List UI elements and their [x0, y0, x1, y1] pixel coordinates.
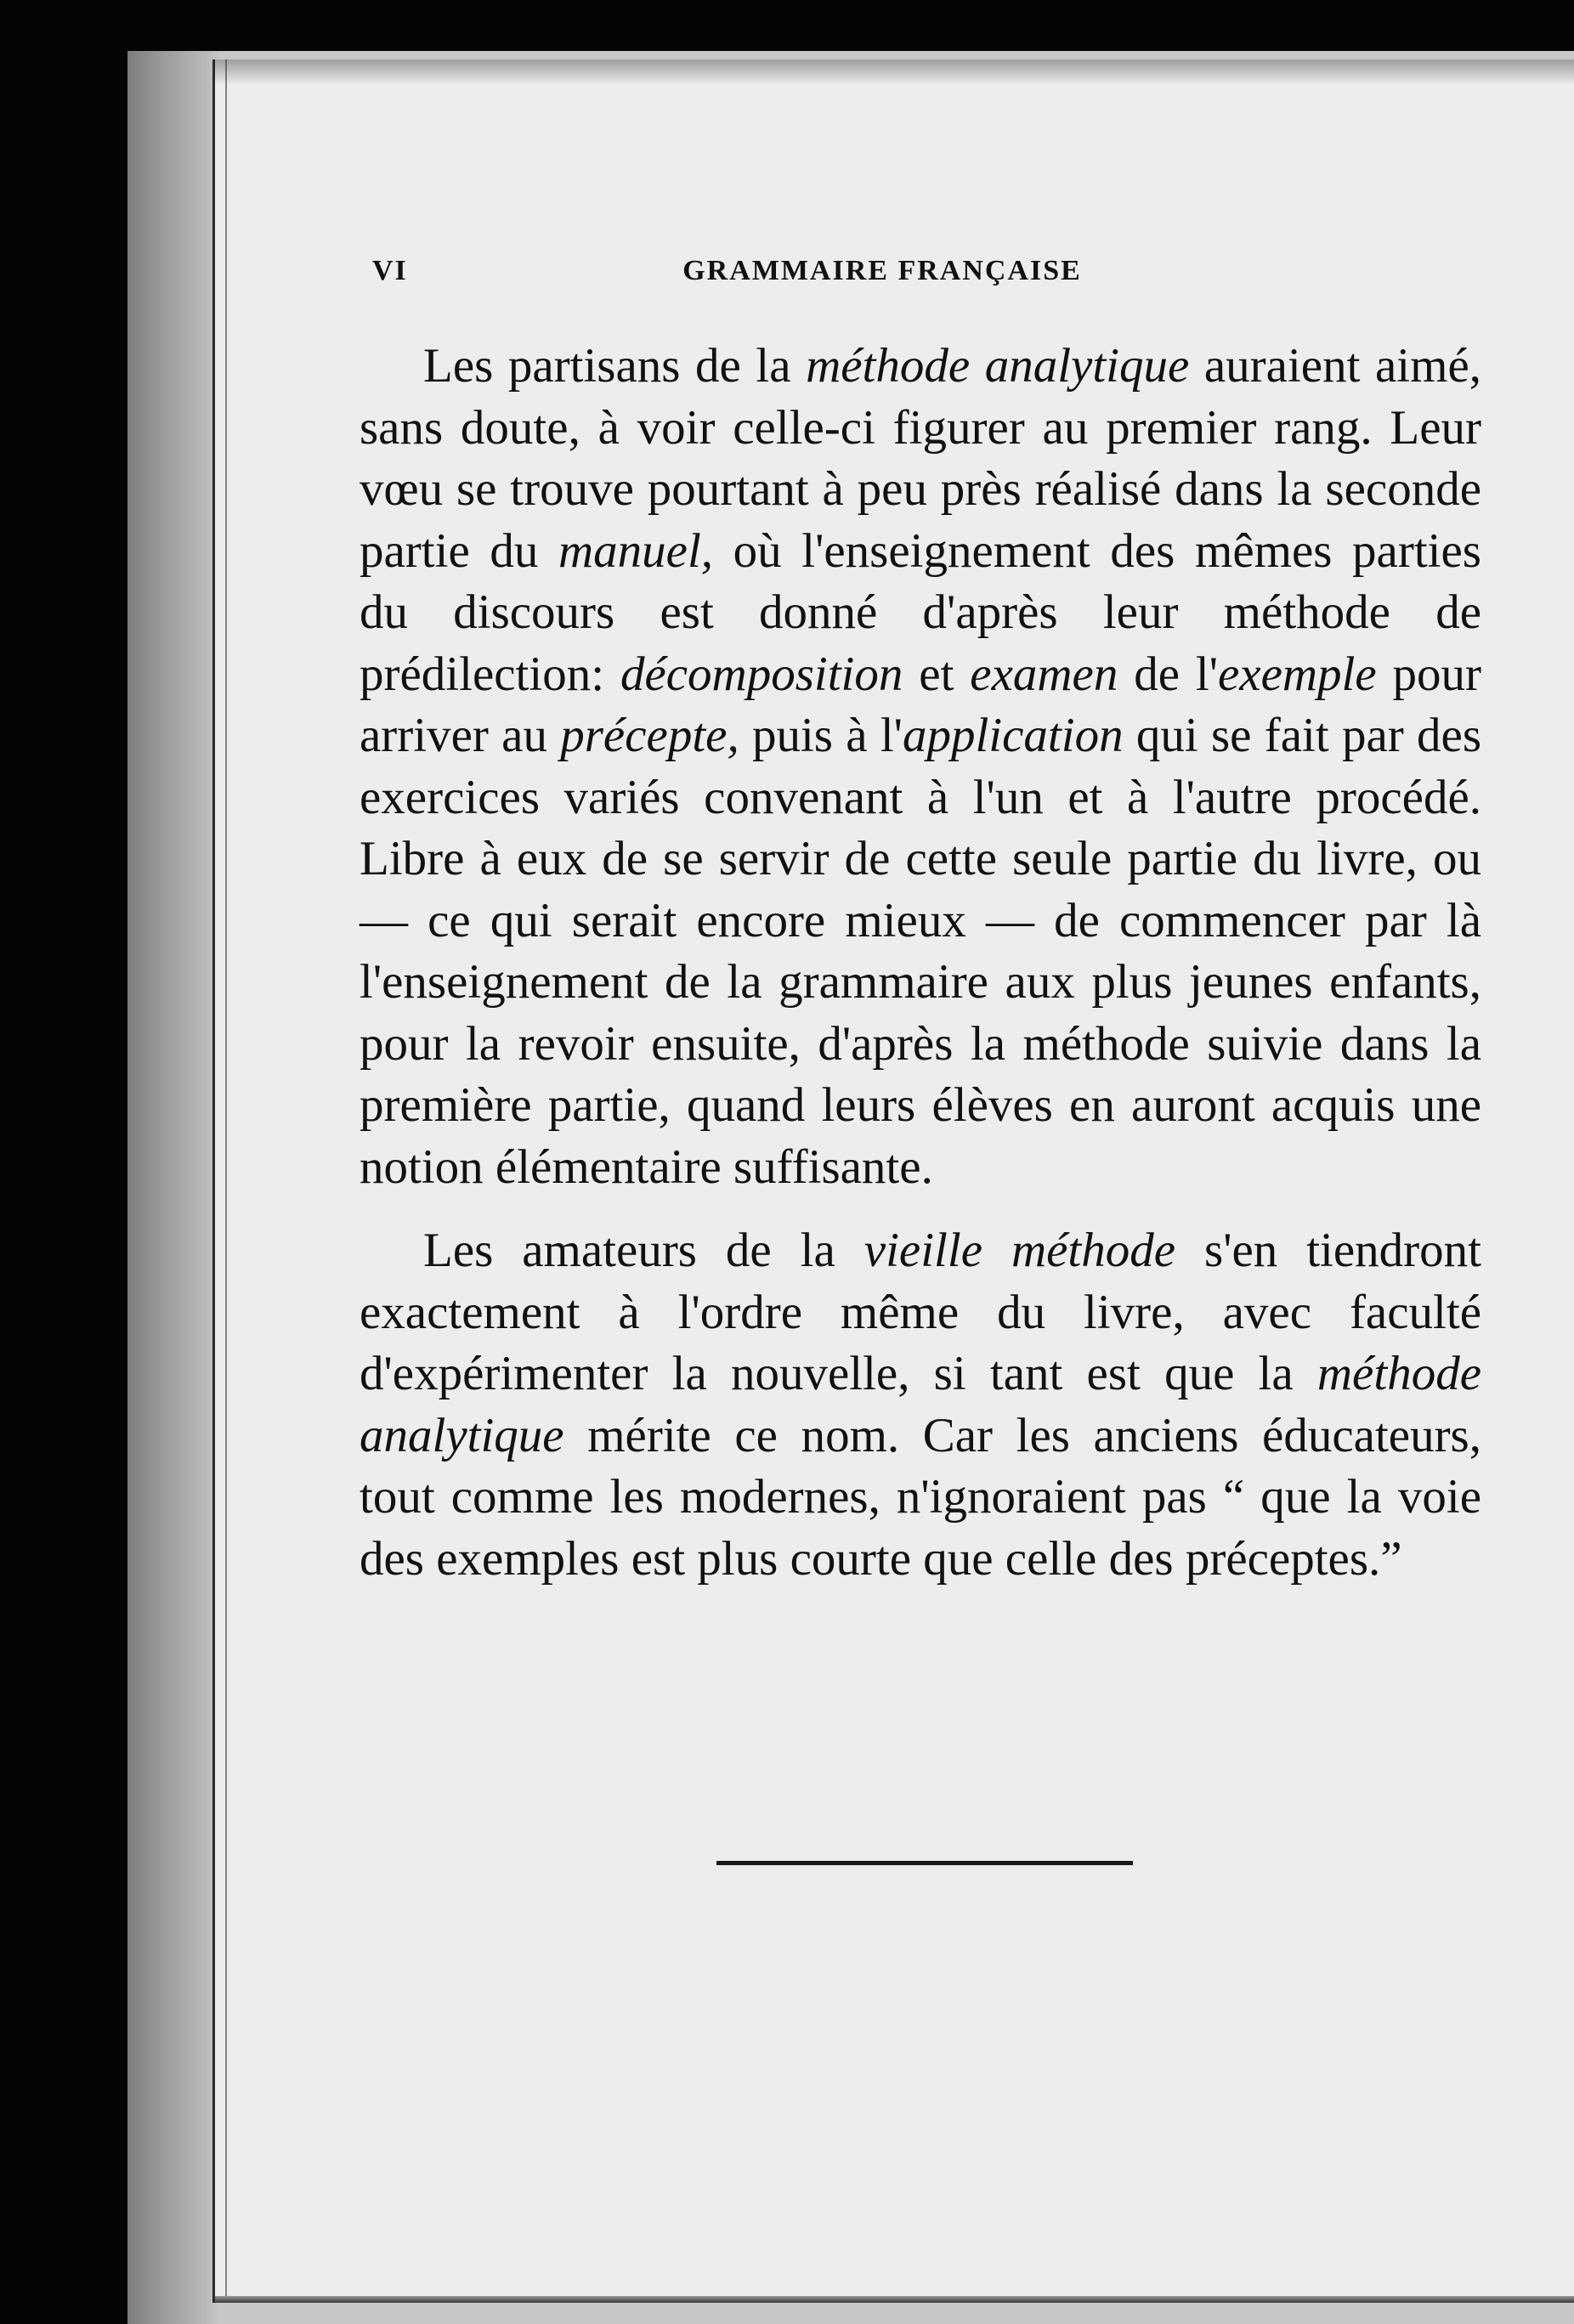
text-run: Les amateurs de la [423, 1224, 864, 1277]
running-title: GRAMMAIRE FRANÇAISE [682, 255, 1082, 286]
end-rule [716, 1861, 1133, 1865]
text-run: et [903, 647, 971, 701]
page-top-shadow [215, 59, 1574, 85]
running-head [372, 255, 1392, 289]
page-number: VI [372, 255, 408, 286]
italic-phrase: exemple [1217, 647, 1377, 701]
text-run: de l' [1118, 647, 1218, 701]
page-edge-rule [225, 59, 227, 2303]
page-bottom-rule [215, 2296, 1574, 2303]
text-run: pour arriver au [360, 647, 1482, 762]
italic-phrase: décomposition [620, 647, 903, 701]
text-run: auraient aimé, sans doute, à voir celle-ci figurer au premier rang. Leur vœu se trouve pourtant à peu près réalisé dans la seconde partie du [360, 339, 1482, 578]
italic-phrase: application [902, 709, 1124, 762]
text-run: Les partisans de la [423, 339, 807, 393]
italic-phrase: examen [970, 647, 1118, 701]
italic-phrase: méthode analytique [360, 1347, 1481, 1462]
text-run: s'en tiendront exactement à l'ordre même du livre, avec faculté d'expérimenter la nouvelle, si tant est que la [360, 1224, 1482, 1400]
italic-phrase: précepte, [560, 709, 739, 762]
italic-phrase: manuel, [558, 523, 714, 578]
text-run: mérite ce nom. Car les anciens éducateurs, tout comme les modernes, n'ignoraient pas “ que la voie des exemples est plus courte que celle des préceptes.” [360, 1408, 1481, 1586]
text-run: qui se fait par des exercices variés convenant à l'un et à l'autre procédé. Libre à eux de se servir de cette seule partie du livre, ou — ce qui serait encore mieux — de commencer par là l'enseignement de la grammaire aux plus jeunes enfants, pour la revoir ensuite, d'après la méthode suivie dans la première partie, quand leurs élèves en auront acquis une notion élémentaire suffisante. [360, 709, 1481, 1194]
paragraph-2 [360, 1220, 1481, 1590]
text-run: puis à l' [739, 709, 903, 762]
italic-phrase: vieille méthode [863, 1224, 1176, 1277]
body-text [360, 336, 1481, 1590]
italic-phrase: méthode analytique [806, 339, 1190, 393]
book-page [212, 59, 1574, 2303]
paragraph-1 [360, 336, 1481, 1198]
text-run: où l'enseignement des mêmes parties du discours est donné d'après leur méthode de prédilection: [360, 523, 1481, 701]
